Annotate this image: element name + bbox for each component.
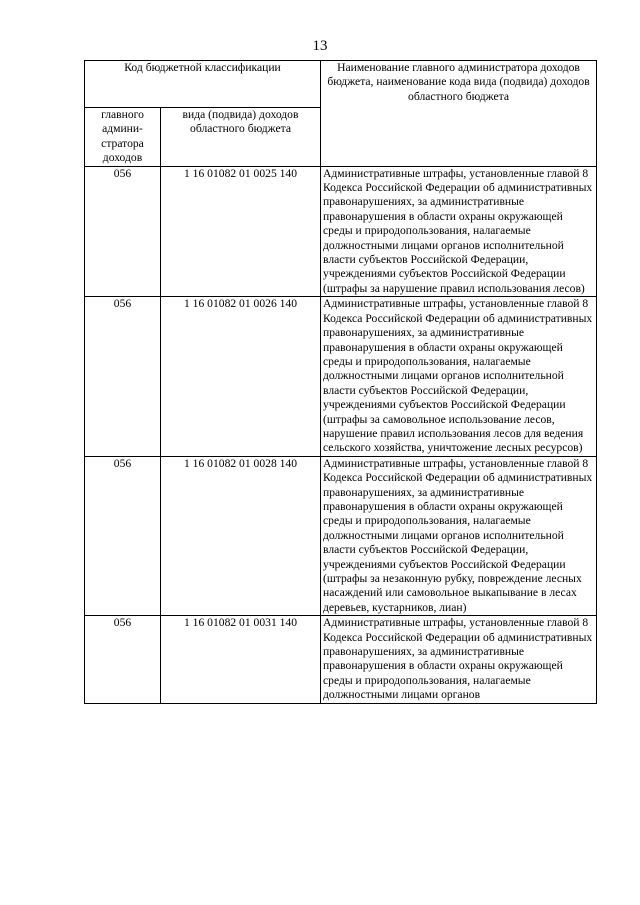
admin-code-cell: 056 (85, 456, 161, 615)
table-row (85, 616, 597, 703)
table-row (85, 297, 597, 456)
header-name-column: Наименование главного администратора доходов бюджета, наименование кода вида (подвида) доходов областного бюджета (321, 61, 597, 167)
table-row (85, 456, 597, 615)
header-admin-column: главного админи-стратора доходов (85, 108, 161, 167)
description-cell: Административные штрафы, установленные главой 8 Кодекса Российской Федерации об административных правонарушениях, за административные правонарушения в области охраны окружающей среды и природопользования, налагаемые должностными лицами органов исполнительной власти субъектов Российской Федерации, учреждениями субъектов Российской Федерации (штрафы за незаконную рубку, повреждение лесных насаждений или самовольное выкапывание в лесах деревьев, кустарников, лиан) (321, 456, 597, 615)
admin-code-cell: 056 (85, 297, 161, 456)
table-header (85, 61, 597, 167)
description-cell: Административные штрафы, установленные главой 8 Кодекса Российской Федерации об административных правонарушениях, за административные правонарушения в области охраны окружающей среды и природопользования, налагаемые должностными лицами органов исполнительной власти субъектов Российской Федерации, учреждениями субъектов Российской Федерации (штрафы за самовольное использование лесов, нарушение правил использования лесов для ведения сельского хозяйства, уничтожение лесных ресурсов) (321, 297, 597, 456)
income-code-cell: 1 16 01082 01 0026 140 (161, 297, 321, 456)
income-code-cell: 1 16 01082 01 0025 140 (161, 166, 321, 297)
page-number: 13 (312, 38, 328, 54)
description-cell: Административные штрафы, установленные главой 8 Кодекса Российской Федерации об административных правонарушениях, за административные правонарушения в области охраны окружающей среды и природопользования, налагаемые должностными лицами органов исполнительной власти субъектов Российской Федерации, учреждениями субъектов Российской Федерации (штрафы за нарушение правил использования лесов) (321, 166, 597, 297)
header-income-type-column: вида (подвида) доходов областного бюджета (161, 108, 321, 167)
table-body (85, 166, 597, 703)
description-cell: Административные штрафы, установленные главой 8 Кодекса Российской Федерации об административных правонарушениях, за административные правонарушения в области охраны окружающей среды и природопользования, налагаемые должностными лицами органов (321, 616, 597, 703)
header-group-title: Код бюджетной классификации (85, 61, 321, 108)
income-code-cell: 1 16 01082 01 0028 140 (161, 456, 321, 615)
income-code-cell: 1 16 01082 01 0031 140 (161, 616, 321, 703)
admin-code-cell: 056 (85, 166, 161, 297)
budget-classification-table (84, 60, 597, 704)
table-row (85, 166, 597, 297)
admin-code-cell: 056 (85, 616, 161, 703)
